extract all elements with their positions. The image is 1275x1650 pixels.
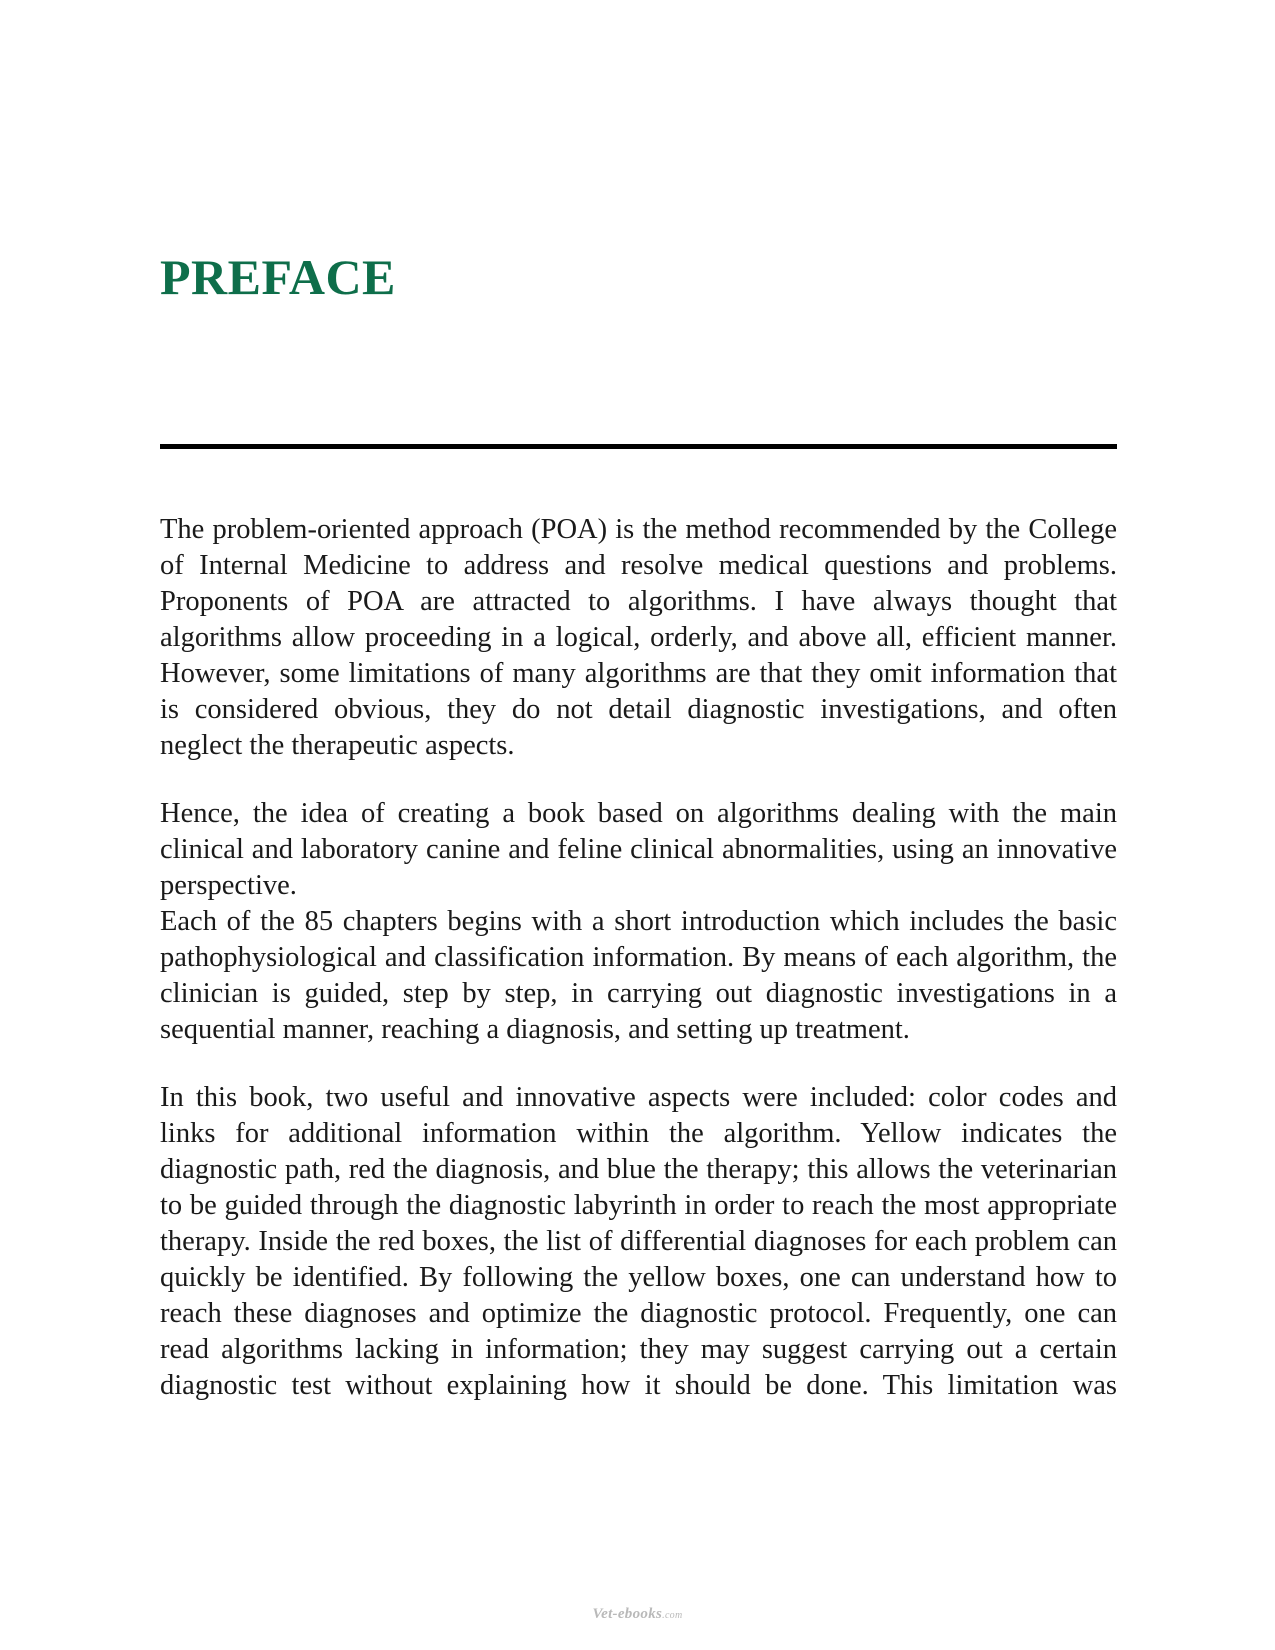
paragraph-chapters: Each of the 85 chapters begins with a short introduction which includes the basic pathophysiological and classification information. By means of each algorithm, the clinician is guided, step by step, in carrying out diagnostic investigations in a sequential manner, reaching a diagnosis, and setting up treatment. [160,906,1117,1045]
preface-body [160,512,1117,1404]
watermark-text: Vet-ebooks [592,1606,663,1622]
paragraph-book-idea: Hence, the idea of creating a book based on algorithms dealing with the main clinical and laboratory canine and feline clinical abnormalities, using an innovative perspective. [160,798,1117,901]
paragraph-poa-intro: The problem-oriented approach (POA) is the method recommended by the College of Internal Medicine to address and resolve medical questions and problems. Proponents of POA are attracted to algorithms. I have always thought that algorithms allow proceeding in a logical, orderly, and above all, efficient manner. However, some limitations of many algorithms are that they omit information that is considered obvious, they do not detail diagnostic investigations, and often neglect the therapeutic aspects. [160,514,1117,761]
paragraph-color-codes: In this book, two useful and innovative aspects were included: color codes and links for additional information within the algorithm. Yellow indicates the diagnostic path, red the diagnosis, and blue the therapy; this allows the veterinarian to be guided through the diagnostic labyrinth in order to reach the most appropriate therapy. Inside the red boxes, the list of differential diagnoses for each problem can quickly be identified. By following the yellow boxes, one can understand how to reach these diagnoses and optimize the diagnostic protocol. Frequently, one can read algorithms lacking in information; they may suggest carrying out a certain diagnostic test without explaining how it should be done. This limitation was [160,1082,1117,1401]
watermark-logo [0,1606,1275,1623]
watermark-suffix: .com [662,1610,683,1621]
page-title: PREFACE [160,249,396,305]
title-divider [160,444,1117,449]
